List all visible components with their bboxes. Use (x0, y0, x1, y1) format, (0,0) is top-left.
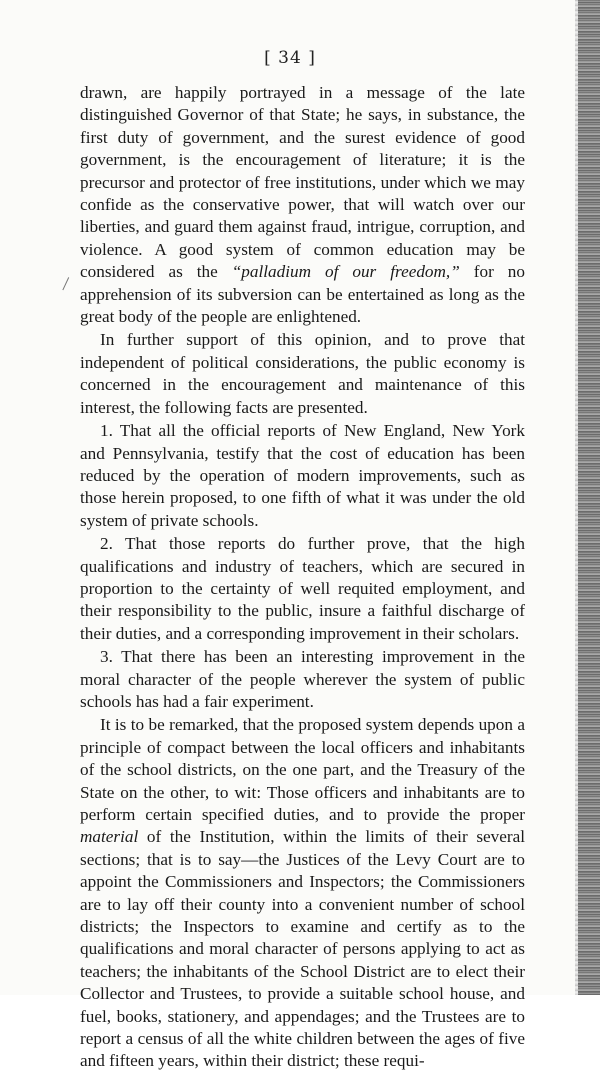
paragraph-fact-3 (80, 646, 525, 713)
fact-3-text: 3. That there has been an interesting improvement in the moral character of the people wherever the system of public schools has had a fair experiment. (80, 647, 525, 711)
paragraph-1-part-1: drawn, are happily portrayed in a message of the late distinguished Governor of that State; he says, in substance, the first duty of government, and the surest evidence of good government, is the encouragement of literature; it is the precursor and protector of free institutions, under which we may confide as the conservative power, that will watch over our liberties, and guard them against fraud, intrigue, corruption, and violence. A good system of common education may be considered as the (80, 83, 525, 282)
paragraph-fact-1 (80, 420, 525, 532)
fact-1-text: 1. That all the official reports of New England, New York and Pennsylvania, testify that the cost of education has been reduced by the operation of modern improvements, such as those herein proposed, to one fifth of what it was under the old system of private schools. (80, 421, 525, 530)
body-text (80, 82, 525, 1073)
paragraph-fact-2 (80, 533, 525, 645)
paragraph-1-emphasis: “palladium of our freedom,” (231, 262, 460, 282)
book-spine (578, 0, 600, 995)
fact-2-text: 2. That those reports do further prove, that the high qualifications and industry of teachers, which are secured in proportion to the certainty of well requited employment, and their responsibility to the public, insure a faithful discharge of their duties, and a corresponding improvement in their scholars. (80, 534, 525, 643)
remarks-part-1: It is to be remarked, that the proposed system depends upon a principle of compact between the local officers and inhabitants of the school districts, on the one part, and the Treasury of the State on the other, to wit: Those officers and inhabitants are to perform certain specified duties, and to provide the proper (80, 715, 525, 824)
remarks-part-3: of the Institution, within the limits of their several sections; that is to say—the Justices of the Levy Court are to appoint the Commissioners and Inspectors; the Commissioners are to lay off their county into a convenient number of school districts; the Inspectors to examine and certify as to the qualifications and moral character of persons applying to act as teachers; the inhabitants of the School District are to elect their Collector and Trustees, to provide a suitable school house, and fuel, books, stationery, and appendages; and the Trustees are to report a census of all the white children between the ages of five and fifteen years, within their district; these requi- (80, 827, 525, 1071)
paragraph-remarks (80, 714, 525, 1073)
page-number: [ 34 ] (264, 48, 316, 68)
paragraph-2-text: In further support of this opinion, and to prove that independent of political considerations, the public economy is concerned in the encouragement and maintenance of this interest, the following facts are presented. (80, 330, 525, 417)
page-edge (575, 0, 578, 995)
pencil-mark (62, 277, 74, 293)
paragraph-2 (80, 329, 525, 419)
remarks-emphasis: material (80, 827, 139, 847)
paragraph-1 (80, 82, 525, 328)
paragraph-1-part-3: for no apprehension of its subversion can be entertained as long as the great body of the people are enlightened. (80, 262, 525, 327)
